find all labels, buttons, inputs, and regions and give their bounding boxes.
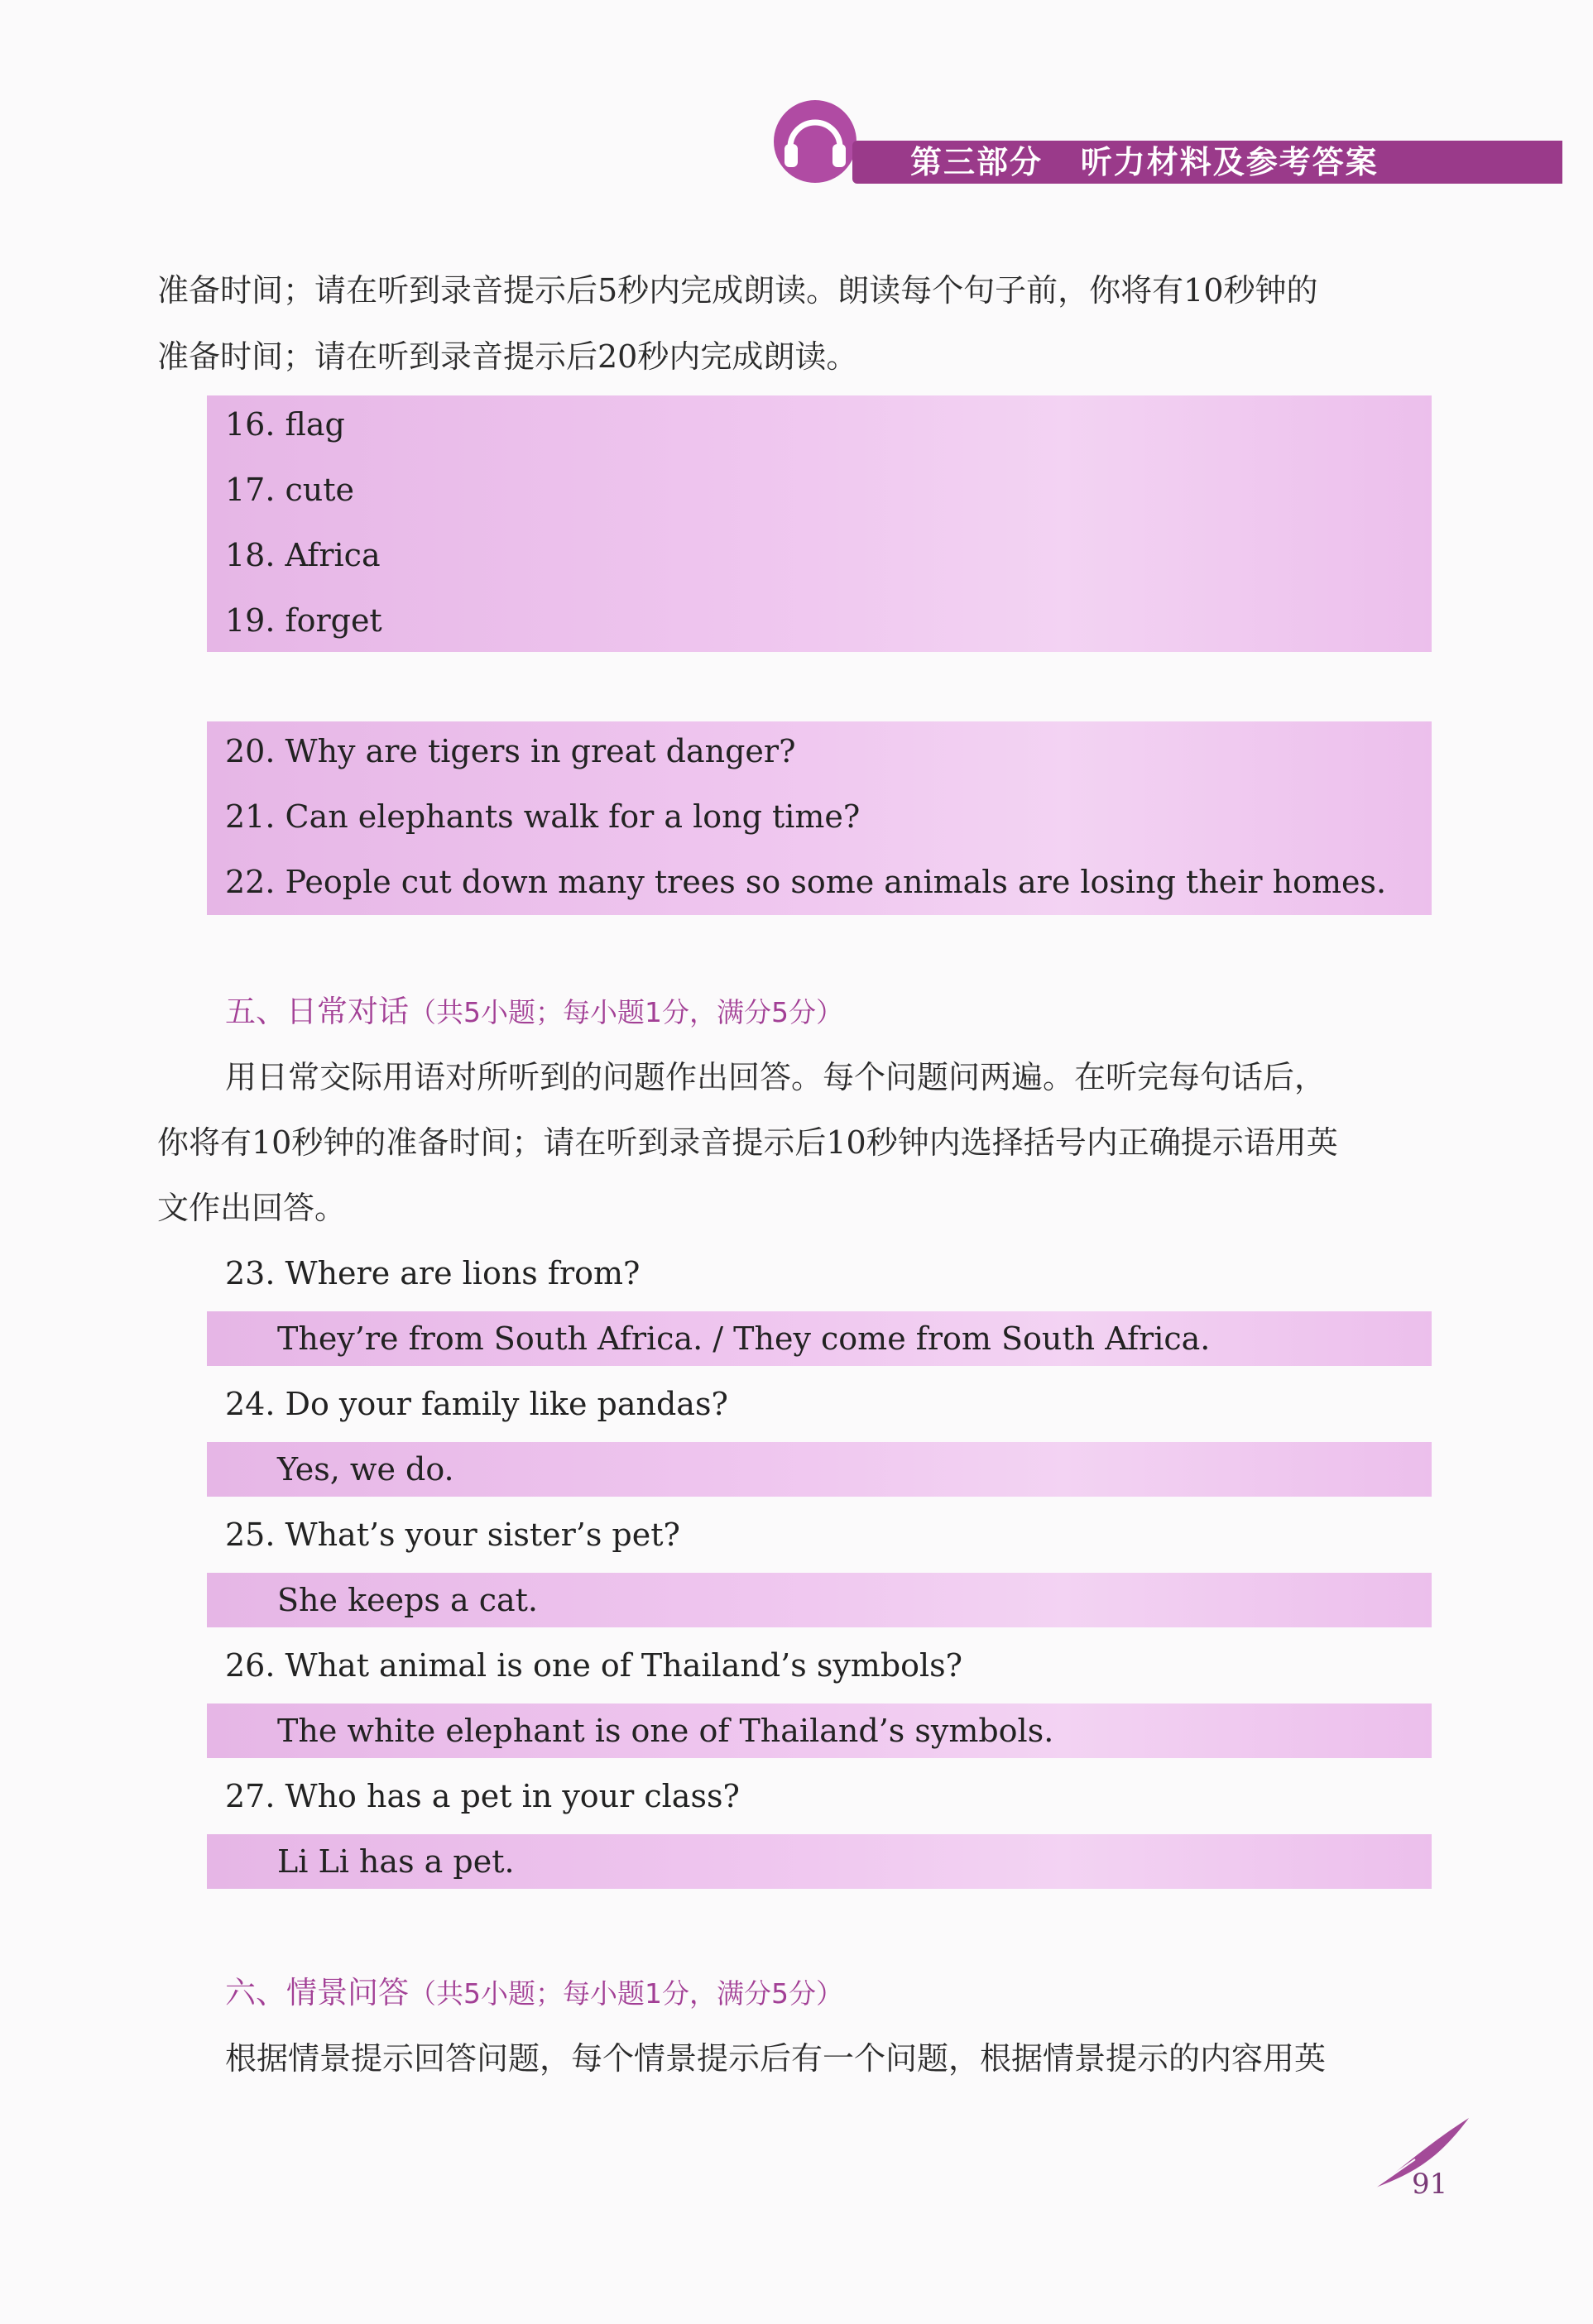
sentence-item: 21. Can elephants walk for a long time? [225,798,861,835]
page-header [770,91,1564,190]
question-item: 23. Where are lions from? [225,1255,641,1291]
answer-item: They’re from South Africa. / They come from South Africa. [277,1320,1211,1357]
words-band [207,395,1432,652]
section-5-title [225,991,843,1033]
section-6-desc-1: 根据情景提示回答问题，每个情景提示后有一个问题，根据情景提示的内容用英 [225,2040,1327,2077]
intro-line-2: 准备时间；请在听到录音提示后20秒内完成朗读。 [157,338,858,375]
intro-line-1: 准备时间；请在听到录音提示后5秒内完成朗读。朗读每个句子前，你将有10秒钟的 [157,272,1318,309]
section-6-title [225,1972,843,2015]
answer-item: She keeps a cat. [277,1582,539,1618]
section-6-subtitle: （共5小题；每小题1分，满分5分） [409,1977,843,2010]
section-5-desc-2: 你将有10秒钟的准备时间；请在听到录音提示后10秒钟内选择括号内正确提示语用英 [157,1124,1338,1161]
word-item: 17. cute [225,472,355,508]
headphones-icon [770,96,861,187]
question-item: 25. What’s your sister’s pet? [225,1517,680,1553]
word-item: 18. Africa [225,537,381,573]
sentence-item: 20. Why are tigers in great danger? [225,733,796,769]
section-5-subtitle: （共5小题；每小题1分，满分5分） [409,996,843,1028]
section-5-desc-3: 文作出回答。 [157,1190,347,1226]
sentence-item: 22. People cut down many trees so some animals are losing their homes. [225,864,1387,900]
answer-item: Li Li has a pet. [277,1843,515,1880]
word-item: 16. flag [225,406,345,443]
question-item: 27. Who has a pet in your class? [225,1778,740,1814]
word-item: 19. forget [225,602,382,639]
header-title: 第三部分 听力材料及参考答案 [910,144,1379,180]
question-item: 26. What animal is one of Thailand’s symbols? [225,1647,963,1684]
section-5-desc-1: 用日常交际用语对所听到的问题作出回答。每个问题问两遍。在听完每句话后， [225,1059,1327,1095]
question-item: 24. Do your family like pandas? [225,1386,728,1422]
answer-item: Yes, we do. [277,1451,454,1488]
answer-item: The white elephant is one of Thailand’s symbols. [277,1713,1054,1749]
page-number: 91 [1412,2168,1448,2201]
section-5-heading: 五、日常对话 [225,994,409,1029]
section-6-heading: 六、情景问答 [225,1975,409,2010]
